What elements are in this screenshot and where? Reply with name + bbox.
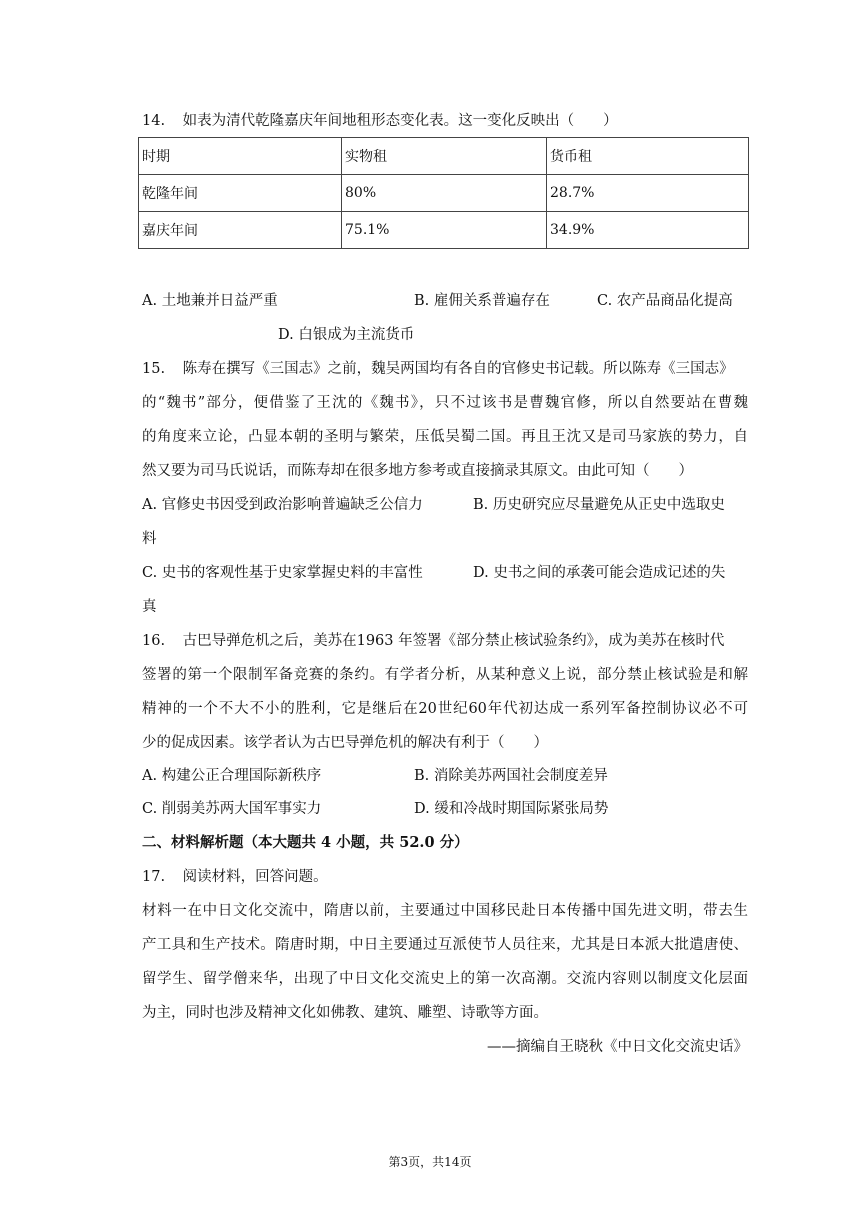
table-cell: 乾隆年间 [139, 175, 342, 212]
question-15-line: 然又要为司马氏说话，而陈寿却在很多地方参考或直接摘录其原文。由此可知（ ） [142, 463, 693, 479]
table-cell: 80% [342, 175, 547, 212]
material-line: 留学生、留学僧来华，出现了中日文化交流史上的第一次高潮。交流内容则以制度文化层面 [142, 971, 748, 987]
option-c: C. 农产品商品化提高 [597, 293, 733, 309]
option-b: B. 雇佣关系普遍存在 [414, 293, 550, 309]
option-a: A. 土地兼并日益严重 [142, 293, 278, 309]
table-cell: 嘉庆年间 [139, 212, 342, 249]
question-17-stem [142, 867, 328, 887]
table-header-row [139, 138, 749, 175]
option-a: A. 构建公正合理国际新秩序 [142, 768, 322, 784]
table-header-cell: 时期 [139, 138, 342, 175]
material-line: 为主，同时也涉及精神文化如佛教、建筑、雕塑、诗歌等方面。 [142, 1005, 548, 1021]
question-16-line: 少的促成因素。该学者认为古巴导弹危机的解决有利于（ ） [142, 735, 548, 751]
question-number: 16. [142, 633, 166, 649]
table-cell: 75.1% [342, 212, 547, 249]
question-16-line: 精神的一个不大不小的胜利，它是继后在20世纪60年代初达成一系列军备控制协议必不可 [142, 701, 748, 717]
question-number: 15. [142, 361, 166, 377]
section-heading: 二、材料解析题（本大题共 4 小题，共 52.0 分） [142, 834, 469, 851]
option-b-continued: 料 [142, 531, 157, 547]
question-15-line: 的“魏书”部分，便借鉴了王沈的《魏书》，只不过该书是曹魏官修，所以自然要站在曹魏 [142, 395, 748, 411]
question-text: 陈寿在撰写《三国志》之前，魏吴两国均有各自的官修史书记载。所以陈寿《三国志》 [182, 361, 734, 377]
question-text: 古巴导弹危机之后，美苏在1963 年签署《部分禁止核试验条约》，成为美苏在核时代 [182, 633, 725, 649]
option-d: D. 缓和冷战时期国际紧张局势 [414, 801, 609, 817]
material-source: ——摘编自王晓秋《中日文化交流史话》 [487, 1039, 748, 1055]
question-16-line: 签署的第一个限制军备竞赛的条约。有学者分析，从某种意义上说，部分禁止核试验是和解 [142, 667, 748, 683]
rent-table [138, 137, 749, 249]
table-header-cell: 实物租 [342, 138, 547, 175]
table-cell: 34.9% [547, 212, 749, 249]
material-line: 产工具和生产技术。隋唐时期，中日主要通过互派使节人员往来，尤其是日本派大批遣唐使、 [142, 937, 748, 953]
option-c: C. 削弱美苏两大国军事实力 [142, 801, 322, 817]
option-b: B. 消除美苏两国社会制度差异 [414, 768, 608, 784]
question-14-stem [142, 111, 618, 131]
question-16-line [142, 631, 724, 651]
question-15-line [142, 359, 734, 379]
option-b: B. 历史研究应尽量避免从正史中选取史 [473, 497, 725, 513]
question-number: 14. [142, 113, 166, 129]
question-text: 如表为清代乾隆嘉庆年间地租形态变化表。这一变化反映出（ ） [182, 113, 618, 129]
option-a: A. 官修史书因受到政治影响普遍缺乏公信力 [142, 497, 423, 513]
table-row [139, 175, 749, 212]
table-cell: 28.7% [547, 175, 749, 212]
option-d: D. 史书之间的承袭可能会造成记述的失 [473, 565, 726, 581]
option-c: C. 史书的客观性基于史家掌握史料的丰富性 [142, 565, 423, 581]
material-line: 材料一在中日文化交流中，隋唐以前，主要通过中国移民赴日本传播中国先进文明，带去生 [142, 903, 748, 919]
table-row [139, 212, 749, 249]
option-d: D. 白银成为主流货币 [278, 327, 415, 343]
question-text: 阅读材料，回答问题。 [182, 869, 328, 885]
question-number: 17. [142, 869, 166, 885]
question-15-line: 的角度来立论，凸显本朝的圣明与繁荣，压低吴蜀二国。再且王沈又是司马家族的势力，自 [142, 429, 748, 445]
page-number: 第3页，共14页 [388, 1155, 472, 1169]
option-d-continued: 真 [142, 599, 157, 615]
table-header-cell: 货币租 [547, 138, 749, 175]
